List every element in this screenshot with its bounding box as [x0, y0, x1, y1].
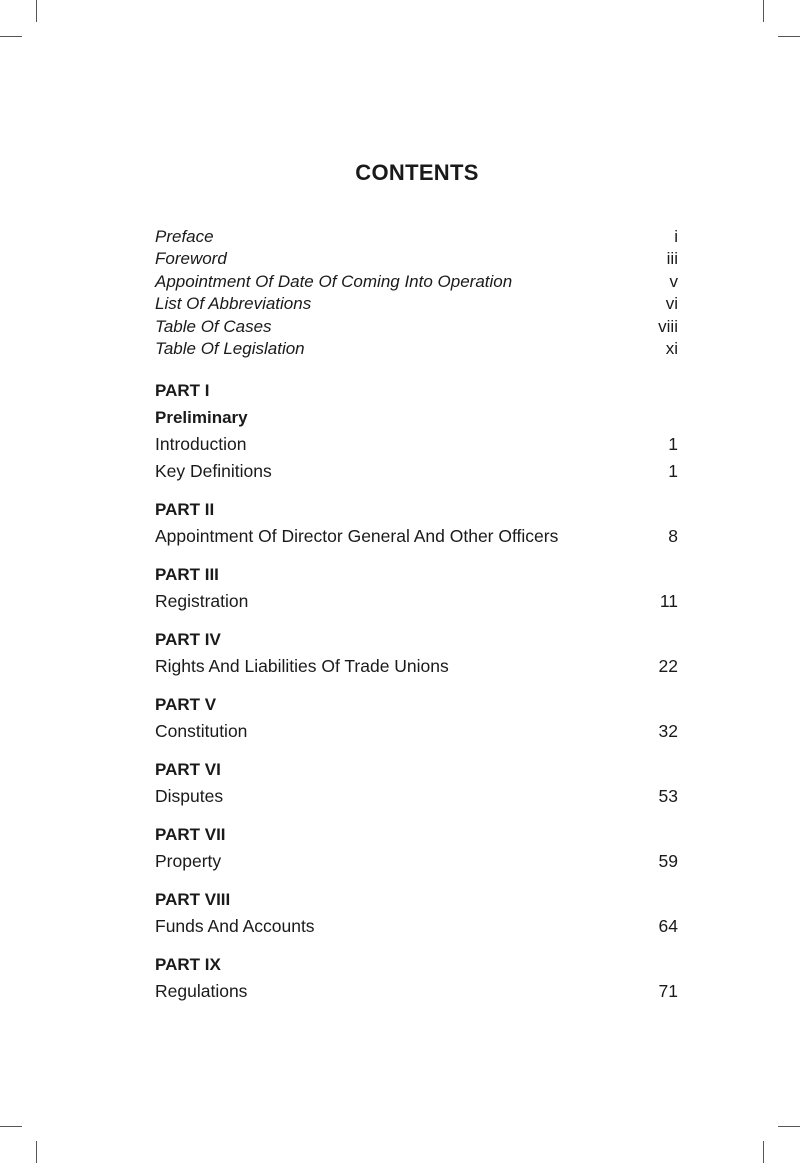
toc-entry[interactable]	[155, 913, 678, 940]
toc-entry-label: Appointment Of Date Of Coming Into Operation	[155, 271, 513, 291]
toc-entry[interactable]	[155, 718, 678, 745]
toc-entry[interactable]	[155, 523, 678, 550]
toc-entry-label: Foreword	[155, 249, 227, 269]
toc-entry-label: Disputes	[155, 786, 224, 806]
part-section	[155, 756, 678, 810]
toc-entry[interactable]	[155, 588, 678, 615]
toc-entry[interactable]	[155, 978, 678, 1005]
toc-entry-label: List Of Abbreviations	[155, 294, 312, 314]
crop-mark-bottom-right-h	[778, 1126, 800, 1127]
crop-mark-bottom-left-h	[0, 1126, 22, 1127]
part-section	[155, 626, 678, 680]
part-heading: PART II	[155, 500, 215, 519]
part-section	[155, 821, 678, 875]
parts-list	[155, 377, 678, 1016]
toc-entry-page: 8	[668, 526, 678, 546]
part-section	[155, 496, 678, 550]
toc-entry-label: Preface	[155, 227, 214, 246]
toc-entry[interactable]	[155, 848, 678, 875]
front-matter-list	[155, 226, 678, 360]
toc-entry-label: Key Definitions	[155, 461, 272, 481]
toc-entry-label: Constitution	[155, 721, 248, 741]
toc-entry-page: i	[674, 227, 678, 246]
toc-entry-label: Registration	[155, 591, 249, 611]
toc-entry-page: 22	[658, 656, 678, 676]
part-heading: PART III	[155, 565, 219, 584]
toc-entry[interactable]	[155, 653, 678, 680]
toc-entry-page: viii	[658, 316, 678, 336]
toc-entry-label: Property	[155, 851, 222, 871]
part-subheading: Preliminary	[155, 408, 248, 427]
toc-entry-label: Rights And Liabilities Of Trade Unions	[155, 656, 449, 676]
toc-entry-label: Funds And Accounts	[155, 916, 315, 936]
part-heading: PART I	[155, 381, 210, 400]
toc-entry-label: Table Of Cases	[155, 316, 272, 336]
crop-mark-bottom-right	[763, 1141, 764, 1163]
toc-entry-page: vi	[665, 294, 678, 314]
part-heading: PART VII	[155, 825, 226, 844]
part-section	[155, 377, 678, 485]
toc-entry-page: 1	[668, 461, 678, 481]
toc-entry[interactable]	[155, 226, 678, 248]
toc-entry-page: 71	[658, 981, 678, 1001]
toc-entry-label: Introduction	[155, 434, 247, 454]
toc-entry-page: iii	[666, 249, 678, 269]
part-heading: PART IX	[155, 955, 221, 974]
toc-entry[interactable]	[155, 458, 678, 485]
toc-entry[interactable]	[155, 316, 678, 338]
part-heading: PART VI	[155, 760, 221, 779]
part-heading: PART IV	[155, 630, 221, 649]
part-heading: PART V	[155, 695, 217, 714]
toc-entry-page: 53	[658, 786, 678, 806]
toc-entry[interactable]	[155, 783, 678, 810]
toc-entry-page: 32	[658, 721, 678, 741]
toc-entry-page: 59	[658, 851, 678, 871]
toc-entry-page: 1	[668, 434, 678, 454]
crop-mark-top-left	[36, 0, 37, 22]
crop-mark-top-right	[763, 0, 764, 22]
toc-entry-page: v	[669, 271, 678, 291]
toc-entry-label: Table Of Legislation	[155, 338, 305, 358]
crop-mark-top-right-h	[778, 36, 800, 37]
toc-entry-page: 64	[658, 916, 678, 936]
crop-mark-bottom-left	[36, 1141, 37, 1163]
toc-entry-label: Regulations	[155, 981, 248, 1001]
toc-entry-page: 11	[659, 591, 678, 611]
toc-entry[interactable]	[155, 431, 678, 458]
part-section	[155, 691, 678, 745]
crop-mark-top-left-h	[0, 36, 22, 37]
toc-entry-page: xi	[665, 338, 678, 358]
part-section	[155, 951, 678, 1005]
part-heading: PART VIII	[155, 890, 231, 909]
part-section	[155, 561, 678, 615]
toc-entry[interactable]	[155, 293, 678, 315]
toc-entry[interactable]	[155, 271, 678, 293]
toc-entry[interactable]	[155, 248, 678, 270]
part-section	[155, 886, 678, 940]
page-title: CONTENTS	[355, 160, 479, 185]
toc-entry[interactable]	[155, 338, 678, 360]
toc-entry-label: Appointment Of Director General And Other Officers	[155, 526, 559, 546]
